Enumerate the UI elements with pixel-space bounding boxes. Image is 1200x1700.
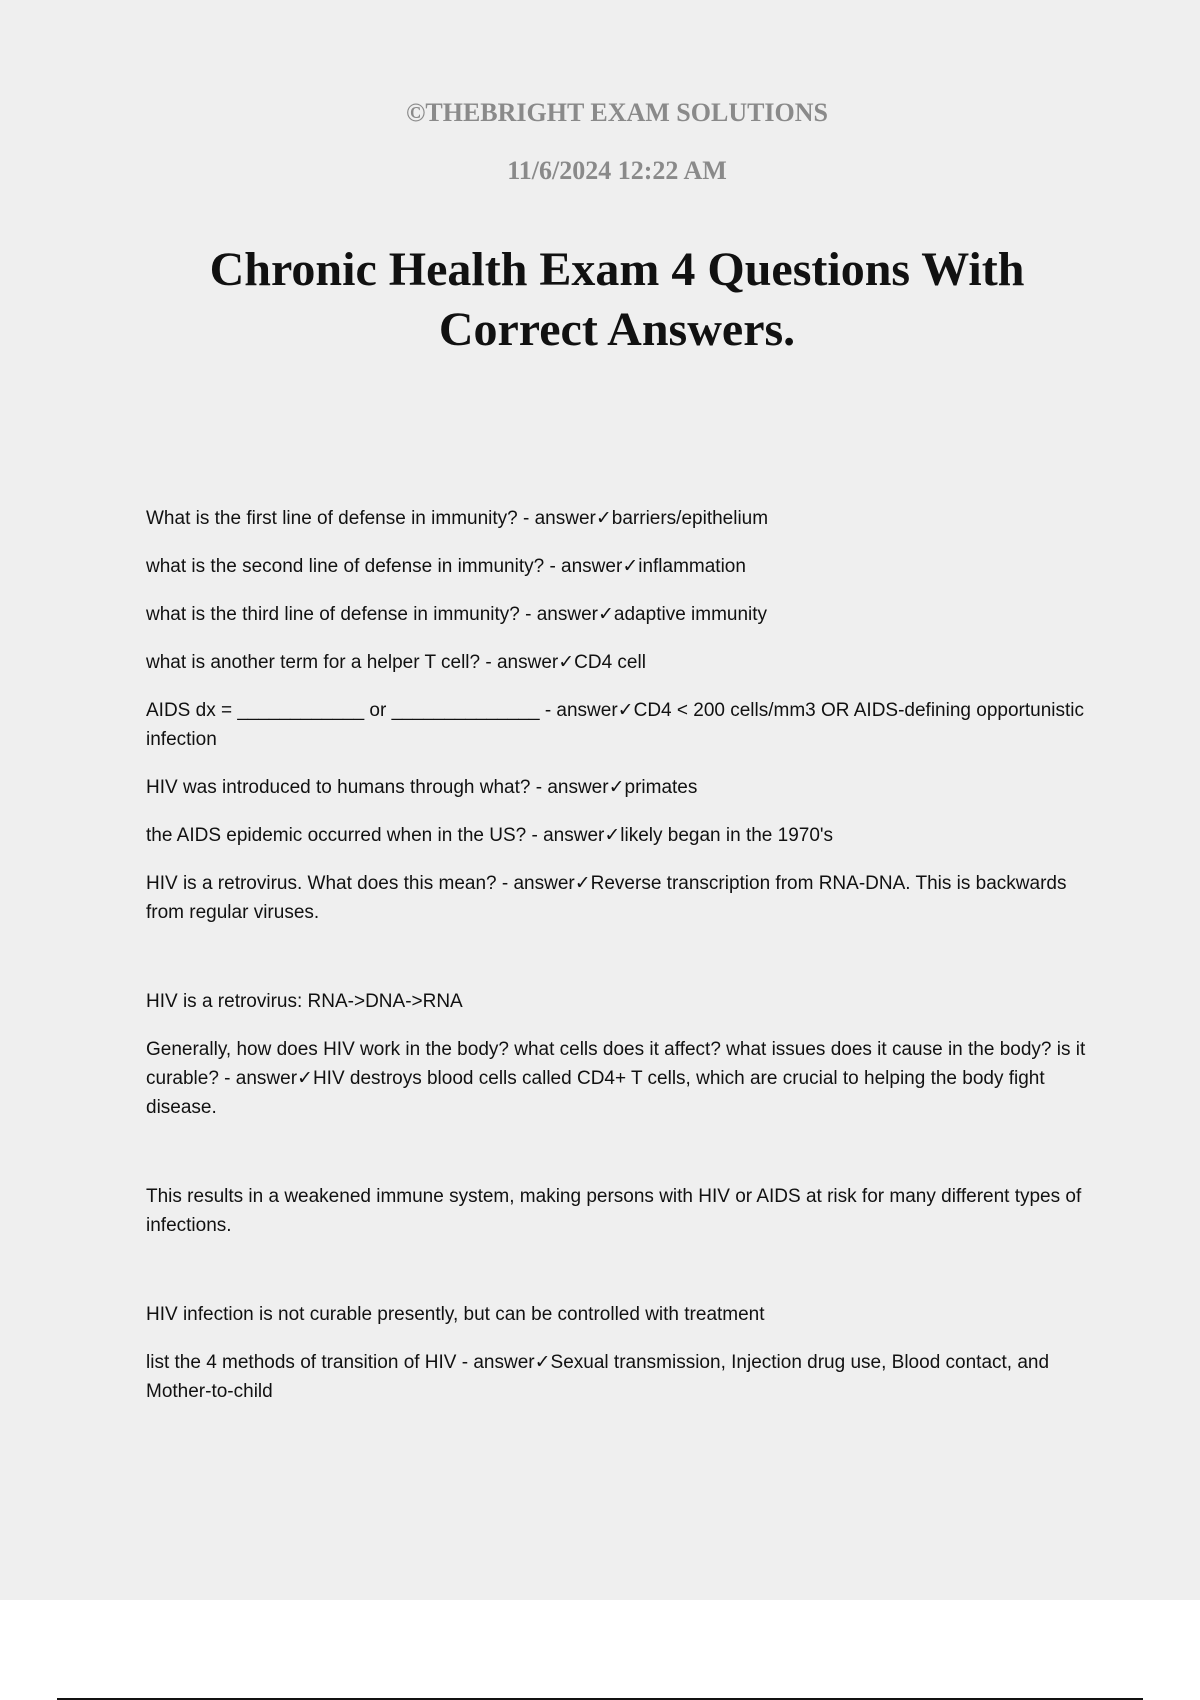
question-text: what is another term for a helper T cell? - answer xyxy=(146,652,559,673)
answer-continuation: HIV infection is not curable presently, but can be controlled with treatment xyxy=(146,1304,765,1325)
qa-item xyxy=(146,648,1086,677)
question-text: HIV is a retrovirus. What does this mean? - answer xyxy=(146,873,575,894)
check-icon: ✓ xyxy=(574,872,591,894)
qa-item xyxy=(146,773,1086,802)
answer-text: barriers/epithelium xyxy=(611,508,769,529)
qa-item xyxy=(146,1348,1086,1406)
question-text: list the 4 methods of transition of HIV - answer xyxy=(146,1352,535,1373)
qa-item xyxy=(146,552,1086,581)
check-icon: ✓ xyxy=(622,555,639,577)
question-text: the AIDS epidemic occurred when in the US? - answer xyxy=(146,825,605,846)
qa-list xyxy=(146,504,1086,1425)
question-text: AIDS dx = ____________ or ______________ - answer xyxy=(146,700,618,721)
check-icon: ✓ xyxy=(598,603,614,625)
title-line-2: Correct Answers. xyxy=(438,303,796,356)
question-text: Generally, how does HIV work in the body? what cells does it affect? what issues does it cause in the body? is it curable? - answer xyxy=(146,1039,1086,1089)
qa-item xyxy=(146,821,1086,850)
answer-text: Sexual transmission, Injection drug use, Blood contact, and Mother-to-child xyxy=(146,1352,1050,1402)
answer-text: CD4 < 200 cells/mm3 OR AIDS-defining opportunistic infection xyxy=(146,700,1084,750)
answer-text: CD4 cell xyxy=(574,652,646,673)
check-icon: ✓ xyxy=(608,776,625,798)
document-title xyxy=(0,240,1200,360)
question-text: HIV was introduced to humans through what? - answer xyxy=(146,777,609,798)
qa-item xyxy=(146,600,1086,629)
check-icon: ✓ xyxy=(604,824,621,846)
title-line-1: Chronic Health Exam 4 Questions With xyxy=(209,243,1025,296)
qa-item xyxy=(146,1035,1086,1122)
qa-item xyxy=(146,869,1086,927)
question-text: what is the third line of defense in immunity? - answer xyxy=(146,604,598,625)
question-text: what is the second line of defense in immunity? - answer xyxy=(146,556,623,577)
check-icon: ✓ xyxy=(297,1067,313,1089)
watermark-header: ©THEBRIGHT EXAM SOLUTIONS xyxy=(405,98,829,127)
print-datetime: 11/6/2024 12:22 AM xyxy=(507,156,727,185)
question-text: What is the first line of defense in immunity? - answer xyxy=(146,508,596,529)
answer-text: primates xyxy=(624,777,698,798)
answer-text: inflammation xyxy=(638,556,746,577)
answer-continuation: HIV is a retrovirus: RNA->DNA->RNA xyxy=(146,991,463,1012)
answer-text: Reverse transcription from RNA-DNA. This is backwards from regular viruses. xyxy=(146,873,1067,923)
answer-text: HIV destroys blood cells called CD4+ T cells, which are crucial to helping the body fight disease. xyxy=(146,1068,1045,1118)
answer-continuation: This results in a weakened immune system, making persons with HIV or AIDS at risk for many different types of infections. xyxy=(146,1186,1082,1236)
check-icon: ✓ xyxy=(595,507,612,529)
check-icon: ✓ xyxy=(558,651,575,673)
answer-text: adaptive immunity xyxy=(613,604,768,625)
check-icon: ✓ xyxy=(534,1351,551,1373)
answer-text: likely began in the 1970's xyxy=(620,825,834,846)
check-icon: ✓ xyxy=(617,699,634,721)
qa-item xyxy=(146,696,1086,754)
qa-item xyxy=(146,504,1086,533)
